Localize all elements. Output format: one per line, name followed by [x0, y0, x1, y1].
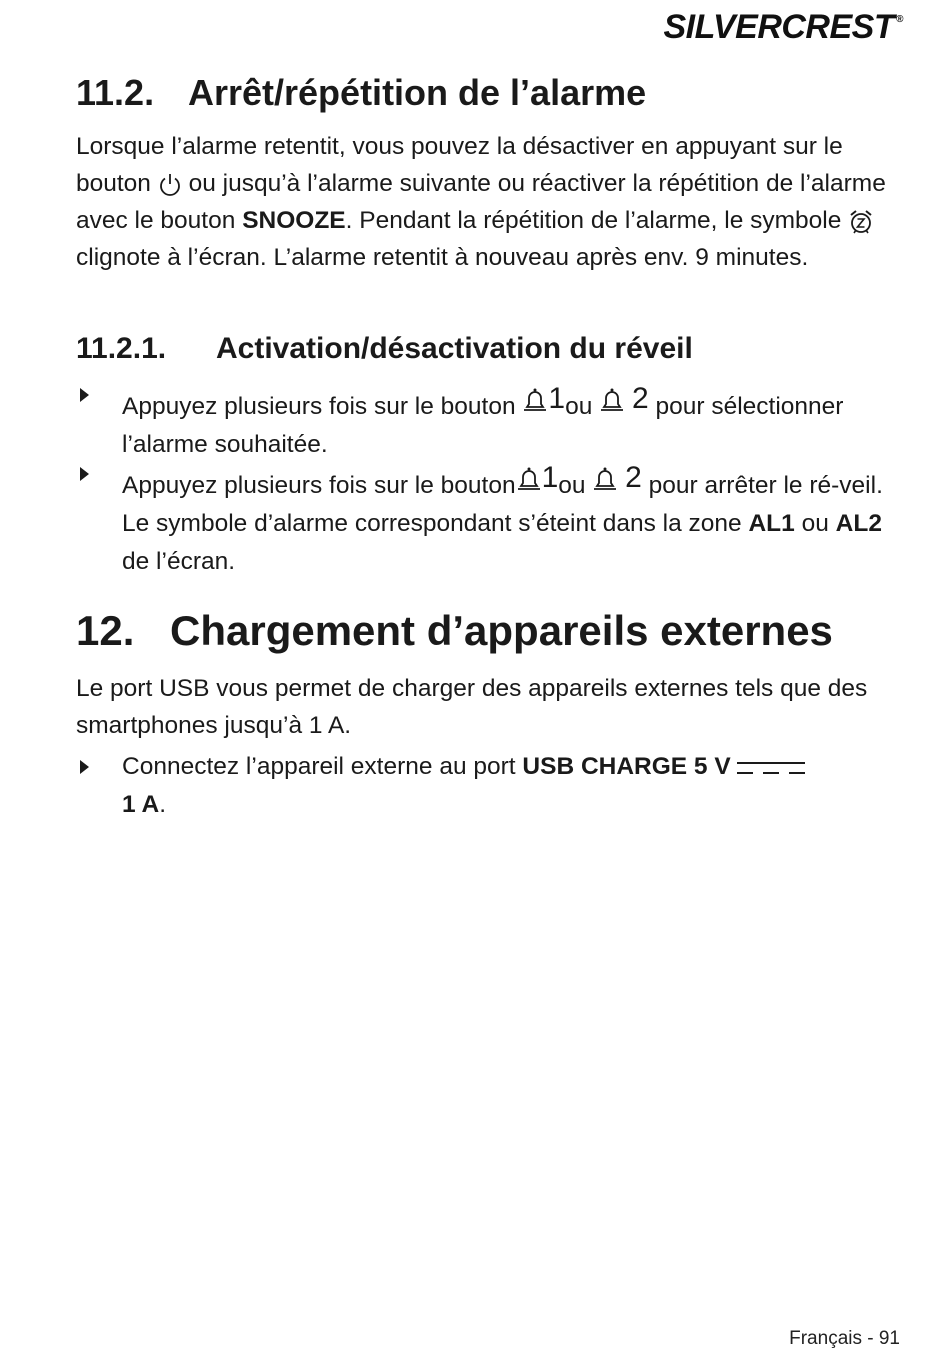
- section-title: Chargement d’appareils externes: [170, 607, 833, 654]
- list-item-text: Connectez l’appareil externe au port: [122, 753, 516, 780]
- alarm-number: 1: [541, 461, 559, 494]
- alarm-1-button-symbol: [522, 384, 565, 414]
- alarm-number: 2: [631, 382, 649, 415]
- bullet-marker: [80, 760, 89, 774]
- alarm-number: 2: [625, 461, 642, 494]
- paragraph-text: . Pendant la répétition de l’alarme, le symbole: [345, 207, 842, 234]
- paragraph-text: ou jusqu’à l’alarme suivante ou réactiver la répétition de l’alarme avec le bouton: [76, 170, 886, 234]
- page-footer: Français - 91: [789, 1328, 900, 1349]
- section-title: Arrêt/répétition de l’alarme: [188, 72, 647, 113]
- current-label: 1 A: [122, 791, 160, 818]
- bell-icon: [516, 465, 542, 493]
- paragraph-text: Lorsque l’alarme retentit, vous pouvez la désactiver en appuyant sur le bouton: [76, 133, 843, 197]
- logo-text: SILVERCREST: [663, 8, 895, 46]
- list-item-text: de l’écran.: [122, 548, 236, 575]
- section-number: 11.2.1.: [76, 332, 167, 365]
- snooze-alarm-icon: [848, 208, 874, 236]
- section-number: 11.2.: [76, 72, 155, 113]
- power-icon: [158, 172, 182, 198]
- list-item: [76, 455, 906, 581]
- section-number: 12.: [76, 607, 135, 654]
- bullet-marker: [80, 388, 89, 402]
- list-item: [76, 748, 906, 824]
- alarm-1-button-symbol: [516, 463, 559, 493]
- alarm-number: 1: [548, 382, 566, 415]
- list-item-text: ou: [558, 472, 586, 499]
- list-item-text: Appuyez plusieurs fois sur le bouton: [122, 393, 516, 420]
- bell-icon: [599, 386, 625, 414]
- alarm-2-button-symbol: [592, 455, 642, 493]
- snooze-label: SNOOZE: [242, 207, 346, 234]
- list-item-text: pour sélectionner l’alarme souhaitée.: [122, 393, 844, 458]
- section-11-2-1-heading: [76, 332, 693, 366]
- al2-label: AL2: [835, 510, 882, 537]
- usb-port-label: USB CHARGE 5 V: [522, 753, 731, 780]
- paragraph-text: clignote à l’écran. L’alarme retentit à nouveau après env. 9 minutes.: [76, 244, 809, 271]
- alarm-2-button-symbol: [599, 376, 649, 414]
- bell-icon: [592, 465, 618, 493]
- brand-logo: [663, 8, 903, 47]
- bullet-marker: [80, 467, 89, 481]
- section-12-paragraph: Le port USB vous permet de charger des appareils externes tels que des smartphones jusqu’à 1 A.: [76, 675, 868, 739]
- bell-icon: [522, 386, 548, 414]
- list-item-text: ou: [565, 393, 593, 420]
- list-item: [76, 376, 906, 464]
- list-item-text: pour arrêter le ré-veil. Le symbole d’alarme correspondant s’éteint dans la zone: [122, 472, 883, 537]
- list-item-text: .: [159, 791, 167, 818]
- dc-symbol-icon: [737, 759, 805, 777]
- section-12-heading: [76, 607, 833, 655]
- registered-mark: ®: [896, 14, 903, 25]
- list-item-text: ou: [801, 510, 829, 537]
- section-11-2-heading: [76, 72, 646, 114]
- section-title: Activation/désactivation du réveil: [216, 332, 693, 365]
- al1-label: AL1: [748, 510, 795, 537]
- list-item-text: Appuyez plusieurs fois sur le bouton: [122, 472, 516, 499]
- section-11-2-paragraph: [76, 128, 906, 276]
